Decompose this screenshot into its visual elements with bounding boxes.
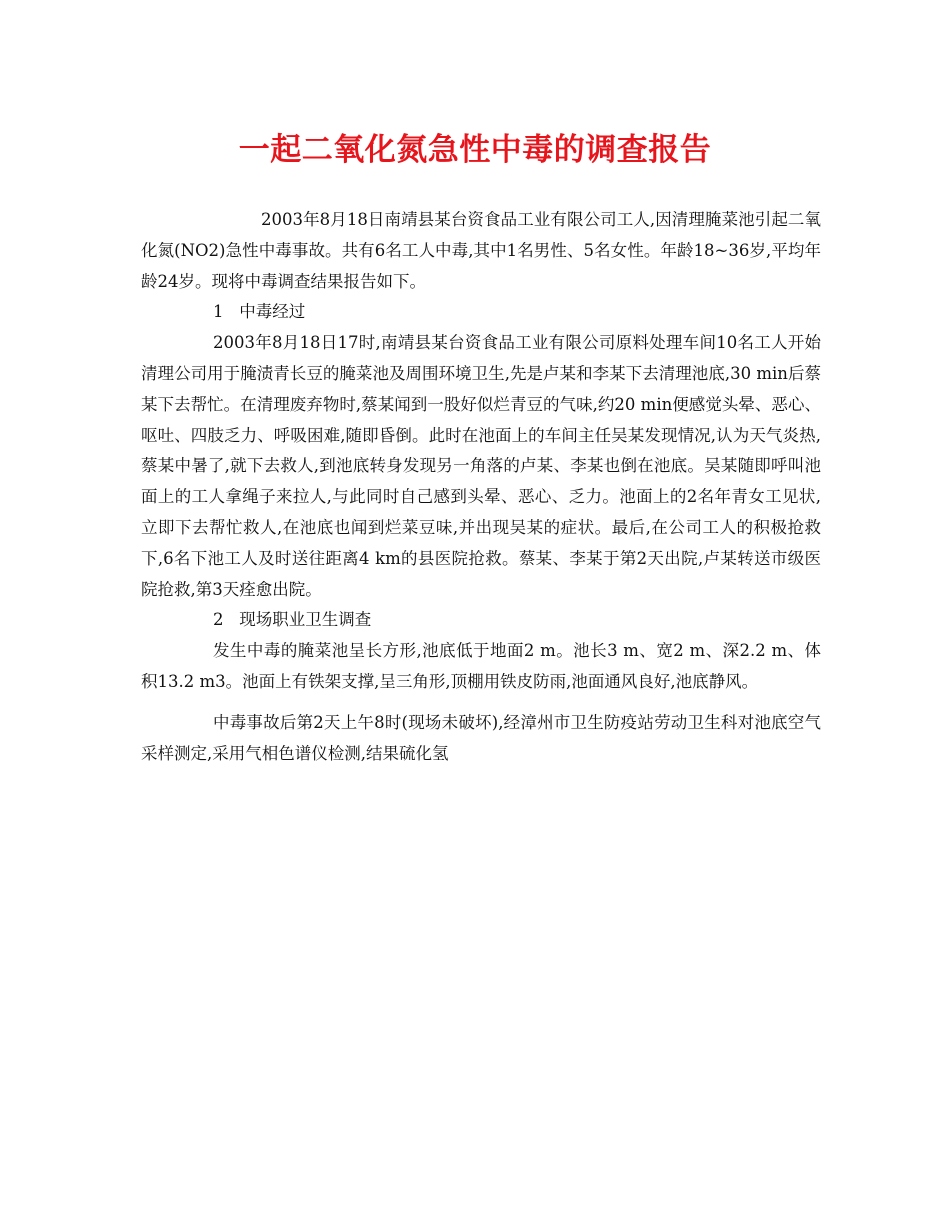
intro-paragraph: 2003年8月18日南靖县某台资食品工业有限公司工人,因清理腌菜池引起二氧化氮(NO2)急性中毒事故。共有6名工人中毒,其中1名男性、5名女性。年龄18~36岁,平均年龄24岁。现将中毒调查结果报告如下。: [141, 210, 821, 291]
section-2-heading: 2 现场职业卫生调查: [213, 610, 372, 630]
section-2-paragraph-1: 发生中毒的腌菜池呈长方形,池底低于地面2 m。池长3 m、宽2 m、深2.2 m、体积13.2 m3。池面上有铁架支撑,呈三角形,顶棚用铁皮防雨,池面通风良好,池底静风。: [141, 641, 821, 691]
section-1-heading: 1 中毒经过: [213, 302, 306, 322]
document-body: [141, 205, 821, 769]
section-1-paragraph: 2003年8月18日17时,南靖县某台资食品工业有限公司原料处理车间10名工人开始清理公司用于腌渍青长豆的腌菜池及周围环境卫生,先是卢某和李某下去清理池底,30 min后蔡某下去帮忙。在清理废弃物时,蔡某闻到一股好似烂青豆的气味,约20 min便感觉头晕、恶心、呕吐、四肢乏力、呼吸困难,随即昏倒。此时在池面上的车间主任吴某发现情况,认为天气炎热,蔡某中暑了,就下去救人,到池底转身发现另一角落的卢某、李某也倒在池底。吴某随即呼叫池面上的工人拿绳子来拉人,与此同时自己感到头晕、恶心、乏力。池面上的2名年青女工见状,立即下去帮忙救人,在池底也闻到烂菜豆味,并出现吴某的症状。最后,在公司工人的积极抢救下,6名下池工人及时送往距离4 km的县医院抢救。蔡某、李某于第2天出院,卢某转送市级医院抢救,第3天痊愈出院。: [141, 333, 821, 599]
paragraph-gap: [141, 698, 821, 708]
document-title: 一起二氧化氮急性中毒的调查报告: [238, 132, 712, 168]
section-2-paragraph-2: 中毒事故后第2天上午8时(现场未破坏),经漳州市卫生防疫站劳动卫生科对池底空气采样测定,采用气相色谱仪检测,结果硫化氢: [141, 712, 821, 763]
